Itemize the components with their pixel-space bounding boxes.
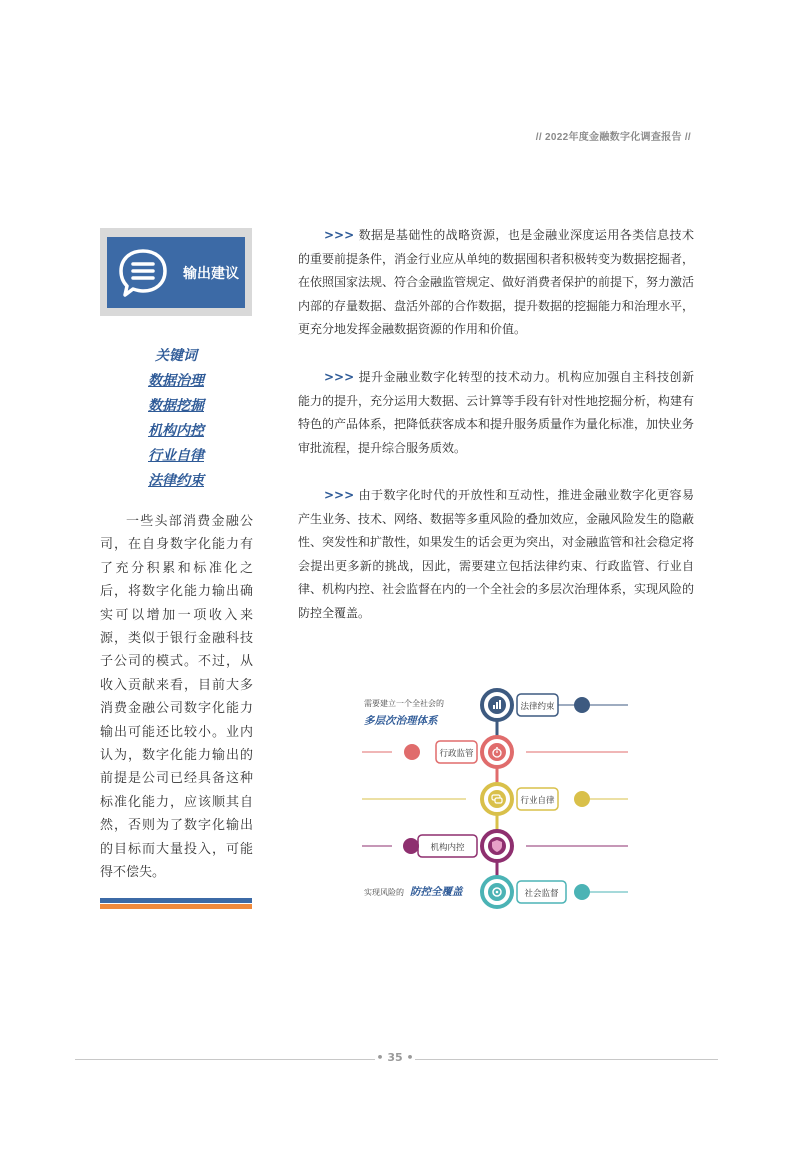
- diagram-top-label: 需要建立一个全社会的: [364, 699, 444, 708]
- chat-bubble-icon: [117, 247, 169, 299]
- page-number: • 35 •: [376, 1051, 414, 1064]
- body-paragraph-3: [298, 484, 694, 625]
- node-dot: [574, 884, 590, 900]
- diagram-bottom-label: 实现风险的: [364, 888, 404, 897]
- node-label: 行业自律: [520, 796, 555, 806]
- label-box-4: [418, 835, 477, 857]
- node-dot: [403, 838, 419, 854]
- label-box-3: [517, 788, 558, 810]
- node-ring-4: [482, 831, 512, 861]
- diagram-top-emphasis: 多层次治理体系: [364, 715, 438, 727]
- keywords-title: 关键词: [155, 348, 197, 364]
- node-dot: [404, 744, 420, 760]
- diagram-bottom-emphasis: 防控全覆盖: [410, 886, 463, 898]
- keyword-item: 数据治理: [148, 373, 204, 389]
- node-dot: [574, 697, 590, 713]
- decor-bar-orange: [100, 904, 252, 909]
- advice-banner-inner: [107, 237, 245, 308]
- advice-banner: [100, 228, 252, 316]
- paragraph-text: 提升金融业数字化转型的技术动力。机构应加强自主科技创新能力的提升，充分运用大数据、云计算等手段有针对性地挖掘分析，构建有特色的产品体系，把降低获客成本和提升服务质量作为量化标准，加快业务审批流程，提升综合服务质效。: [298, 370, 695, 455]
- node-dot: [574, 791, 590, 807]
- report-header: // 2022年度金融数字化调查报告 //: [535, 132, 691, 143]
- body-paragraph-1: [298, 224, 694, 342]
- node-label: 机构内控: [430, 843, 465, 853]
- keyword-item: 机构内控: [148, 423, 204, 439]
- banner-title: 输出建议: [183, 266, 239, 282]
- node-label: 法律约束: [520, 702, 555, 712]
- paragraph-text: 由于数字化时代的开放性和互动性，推进金融业数字化更容易产生业务、技术、网络、数据等多重风险的叠加效应，金融风险发生的隐蔽性、突发性和扩散性，如果发生的话会更为突出，对金融监管和社会稳定将会提出更多新的挑战，因此，需要建立包括法律约束、行政监管、行业自律、机构内控、社会监督在内的一个全社会的多层次治理体系，实现风险的防控全覆盖。: [298, 488, 695, 620]
- label-box-1: [517, 694, 558, 716]
- footer-rule-right: [415, 1059, 718, 1060]
- keyword-item: 数据挖掘: [148, 398, 204, 414]
- node-ring-1: [482, 690, 512, 720]
- footer-rule-left: [75, 1059, 375, 1060]
- governance-diagram: [362, 684, 632, 914]
- label-box-2: [436, 741, 477, 763]
- body-paragraph-2: [298, 366, 694, 460]
- node-ring-2: [482, 737, 512, 767]
- paragraph-text: 数据是基础性的战略资源，也是金融业深度运用各类信息技术的重要前提条件，消金行业应从单纯的数据囤积者积极转变为数据挖掘者，在依照国家法规、符合金融监管规定、做好消费者保护的前提下，努力激活内部的存量数据、盘活外部的合作数据，提升数据的挖掘能力和治理水平，更充分地发挥金融数据资源的作用和价值。: [298, 228, 695, 336]
- keyword-item: 法律约束: [148, 473, 204, 489]
- node-ring-3: [482, 784, 512, 814]
- keyword-item: 行业自律: [148, 448, 204, 464]
- label-box-5: [517, 881, 566, 903]
- paragraph-marker: >>>: [324, 488, 355, 502]
- decor-bar-blue: [100, 898, 252, 903]
- node-label: 社会监督: [524, 889, 559, 899]
- sidebar-paragraph: 一些头部消费金融公司，在自身数字化能力有了充分积累和标准化之后，将数字化能力输出确实可以增加一项收入来源，类似于银行金融科技子公司的模式。不过，从收入贡献来看，目前大多消费金融公司数字化能力输出可能还比较小。业内认为，数字化能力输出的前提是公司已经具备这种标准化能力，应该顺其自然，否则为了数字化输出的目标而大量投入，可能得不偿失。: [100, 514, 253, 881]
- keywords-list: [100, 344, 252, 494]
- node-ring-5: [482, 877, 512, 907]
- node-label: 行政监管: [439, 749, 474, 759]
- paragraph-marker: >>>: [324, 370, 355, 384]
- paragraph-marker: >>>: [324, 228, 355, 242]
